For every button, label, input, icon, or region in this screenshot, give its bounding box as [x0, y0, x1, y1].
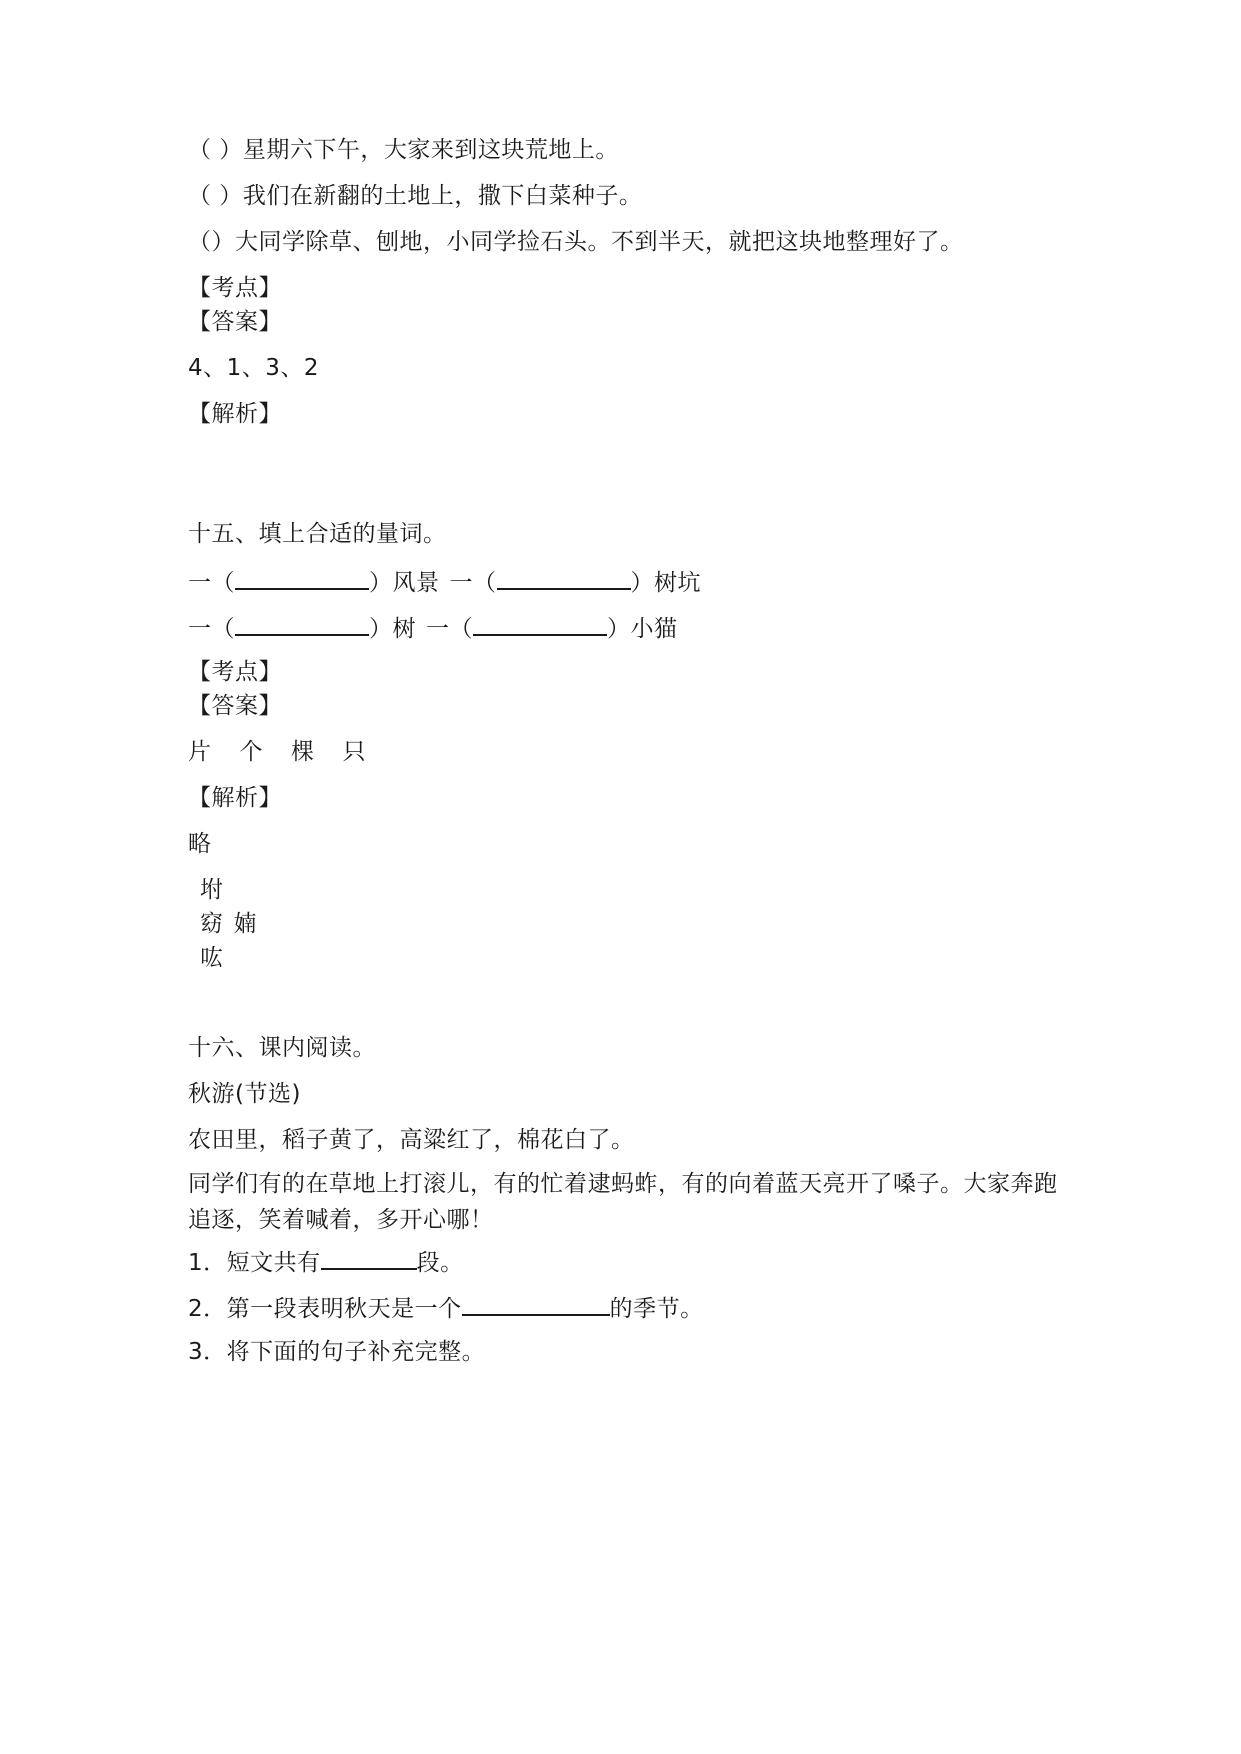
fill-row-1: 一（ ）风景 一（ ）树坑 — [188, 564, 701, 599]
blank[interactable] — [235, 564, 369, 590]
blank[interactable] — [497, 564, 631, 590]
answer-text: 4、1、3、2 — [188, 355, 320, 381]
jiexi-label: 【解析】 — [188, 785, 282, 811]
stray-char: 吰 — [200, 945, 224, 971]
question-3: 3．将下面的句子补充完整。 — [188, 1339, 486, 1365]
blank[interactable] — [462, 1290, 610, 1316]
daan-label: 【答案】 — [188, 309, 282, 335]
order-item-2: （ ）我们在新翻的土地上，撒下白菜种子。 — [188, 183, 643, 209]
stray-chars: 窈 婻 — [200, 911, 257, 937]
passage-title: 秋游(节选) — [188, 1081, 301, 1107]
question-2: 2．第一段表明秋天是一个 的季节。 — [188, 1290, 704, 1325]
jiexi-text: 略 — [188, 831, 212, 857]
kaodian-label: 【考点】 — [188, 275, 282, 301]
blank[interactable] — [321, 1244, 417, 1270]
kaodian-label: 【考点】 — [188, 659, 282, 685]
question-1: 1．短文共有 段。 — [188, 1244, 464, 1279]
jiexi-label: 【解析】 — [188, 401, 282, 427]
passage-paragraph-1: 农田里，稻子黄了，高粱红了，棉花白了。 — [188, 1127, 635, 1153]
passage-paragraph-2: 同学们有的在草地上打滚儿，有的忙着逮蚂蚱，有的向着蓝天亮开了嗓子。大家奔跑追逐，笑着喊着，多开心哪！ — [188, 1171, 1058, 1233]
order-item-1: （ ）星期六下午，大家来到这块荒地上。 — [188, 137, 619, 163]
section-title-15: 十五、填上合适的量词。 — [188, 521, 447, 547]
fill-row-2: 一（ ）树 一（ ）小猫 — [188, 610, 678, 645]
blank[interactable] — [235, 610, 369, 636]
stray-char: 坿 — [200, 877, 224, 903]
order-item-3: （）大同学除草、刨地，小同学捡石头。不到半天，就把这块地整理好了。 — [188, 229, 964, 255]
blank[interactable] — [473, 610, 607, 636]
daan-label: 【答案】 — [188, 693, 282, 719]
section-title-16: 十六、课内阅读。 — [188, 1035, 376, 1061]
answer-words: 片 个 棵 只 — [188, 739, 366, 765]
